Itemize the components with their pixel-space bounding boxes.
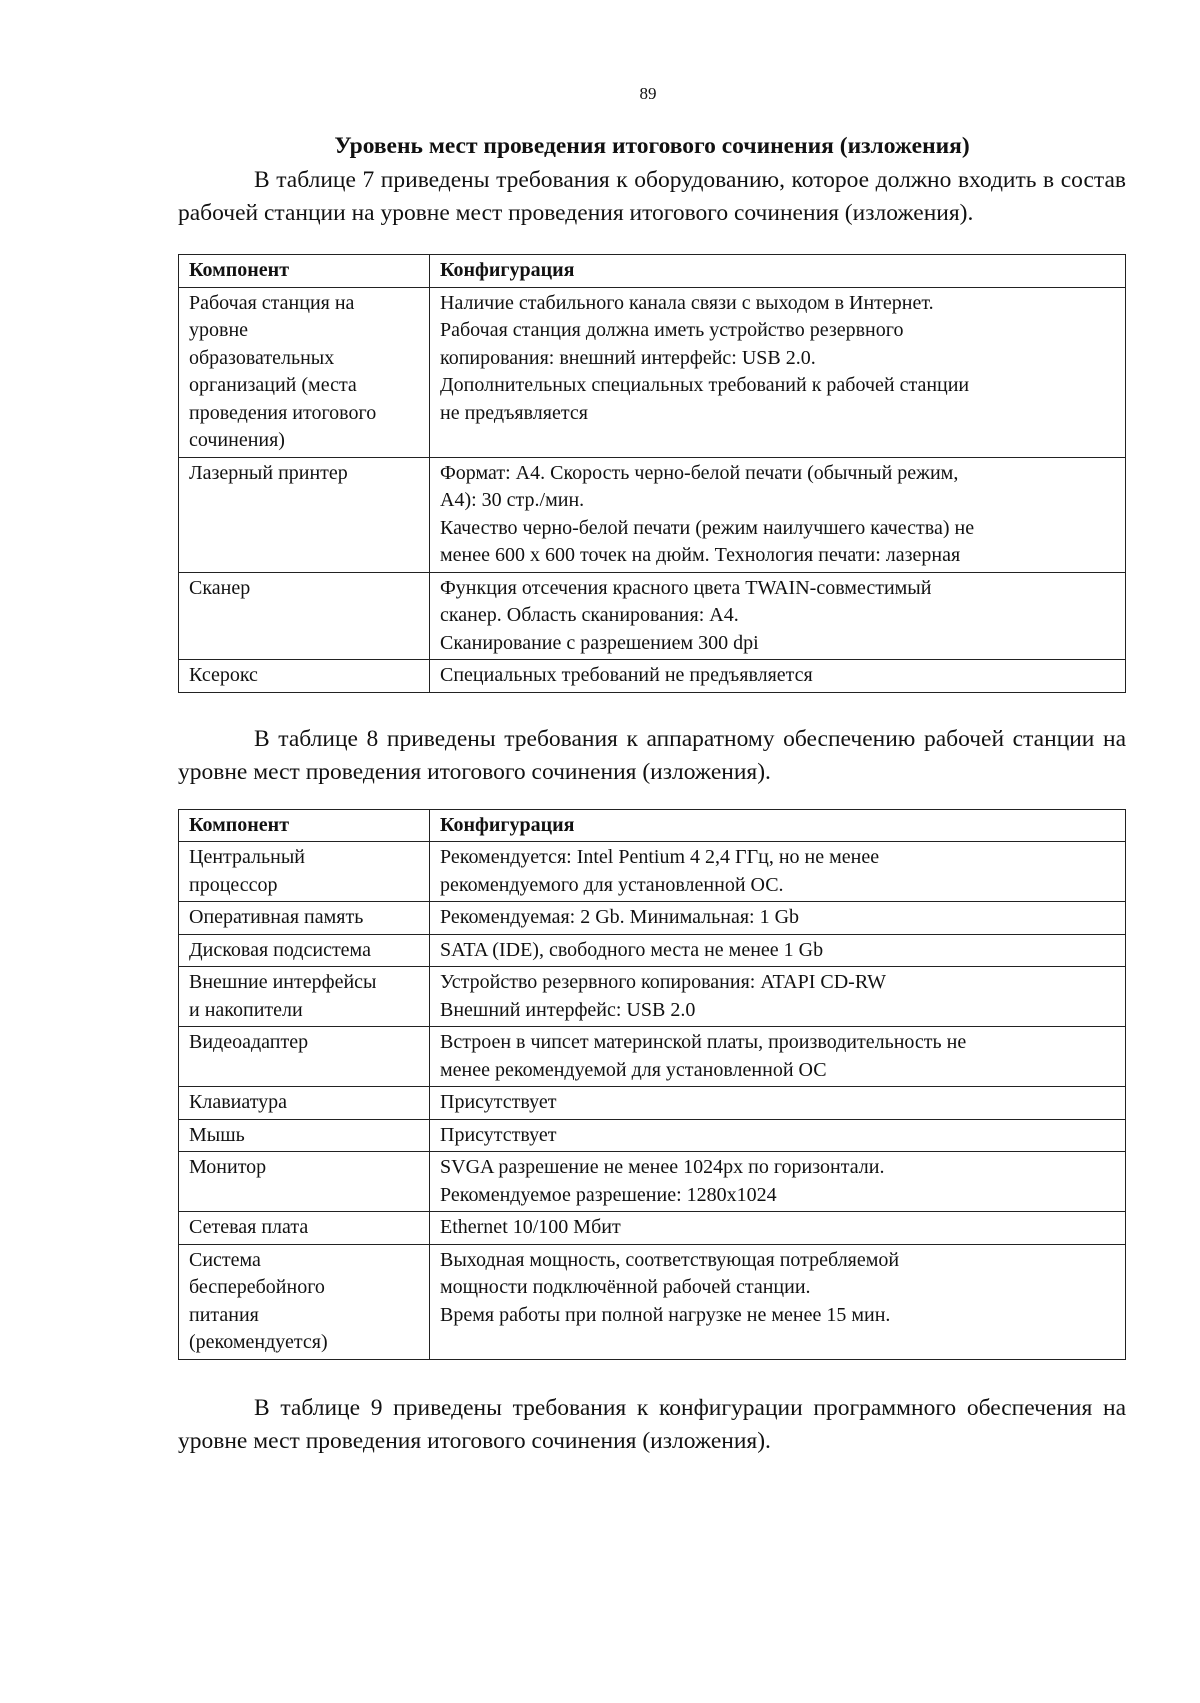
cell-component <box>179 1212 430 1245</box>
cell-line: Внешние интерфейсы <box>189 971 377 993</box>
table-row <box>179 934 1126 967</box>
cell-line: (рекомендуется) <box>189 1331 328 1353</box>
cell-configuration <box>430 1244 1126 1359</box>
cell-component <box>179 457 430 572</box>
cell-configuration <box>430 934 1126 967</box>
table-8 <box>178 809 1126 1360</box>
cell-configuration <box>430 660 1126 693</box>
cell-configuration <box>430 572 1126 660</box>
page-content <box>178 130 1126 1458</box>
cell-configuration <box>430 1212 1126 1245</box>
paragraph-table7-intro: В таблице 7 приведены требования к оборудованию, которое должно входить в состав рабочей станции на уровне мест проведения итогового сочинения (изложения). <box>178 167 1126 226</box>
cell-line: Система <box>189 1248 261 1271</box>
cell-line: А4): 30 стр./мин. <box>440 489 585 511</box>
cell-line: Лазерный принтер <box>189 461 348 484</box>
cell-line: организаций (места <box>189 374 357 396</box>
cell-configuration <box>430 1152 1126 1212</box>
cell-configuration <box>430 902 1126 935</box>
cell-configuration <box>430 842 1126 902</box>
cell-line: Мышь <box>189 1123 245 1146</box>
table-header-configuration: Конфигурация <box>430 255 1126 288</box>
table-row <box>179 1244 1126 1359</box>
cell-component <box>179 934 430 967</box>
cell-line: процессор <box>189 873 278 896</box>
cell-line: Рабочая станция должна иметь устройство резервного <box>440 319 904 341</box>
cell-line: Оперативная память <box>189 906 364 928</box>
cell-line: Качество черно-белой печати (режим наилучшего качества) не <box>440 516 975 539</box>
table-row <box>179 967 1126 1027</box>
table-header-row <box>179 255 1126 288</box>
cell-configuration <box>430 457 1126 572</box>
cell-component <box>179 1087 430 1120</box>
cell-configuration <box>430 967 1126 1027</box>
cell-line: питания <box>189 1303 259 1326</box>
cell-line: Специальных требований не предъявляется <box>440 664 813 686</box>
cell-line: Рекомендуется: Intel Pentium 4 2,4 ГГц, но не менее <box>440 846 880 868</box>
table-header-component: Компонент <box>179 255 430 288</box>
cell-line: Ксерокс <box>189 664 258 686</box>
cell-line: SVGA разрешение не менее 1024px по горизонтали. <box>440 1156 885 1178</box>
cell-line: и накопители <box>189 998 303 1021</box>
table-row <box>179 660 1126 693</box>
cell-line: Устройство резервного копирования: ATAPI CD-RW <box>440 971 886 993</box>
table-8-body <box>179 842 1126 1360</box>
cell-line: бесперебойного <box>189 1276 325 1298</box>
cell-configuration <box>430 287 1126 457</box>
cell-line: Выходная мощность, соответствующая потребляемой <box>440 1248 900 1271</box>
cell-line: Присутствует <box>440 1123 557 1146</box>
cell-line: Ethernet 10/100 Мбит <box>440 1216 621 1238</box>
cell-line: менее рекомендуемой для установленной ОС <box>440 1058 827 1081</box>
cell-line: Дополнительных специальных требований к рабочей станции <box>440 374 970 396</box>
cell-line: Дисковая подсистема <box>189 938 371 961</box>
cell-line: образовательных <box>189 346 335 369</box>
cell-line: SATA (IDE), свободного места не менее 1 Gb <box>440 938 824 961</box>
cell-line: Формат: А4. Скорость черно-белой печати (обычный режим, <box>440 461 959 484</box>
table-row <box>179 572 1126 660</box>
cell-configuration <box>430 1027 1126 1087</box>
cell-component <box>179 1152 430 1212</box>
table-header-row <box>179 809 1126 842</box>
cell-line: рекомендуемого для установленной ОС. <box>440 873 784 896</box>
cell-line: уровне <box>189 319 249 341</box>
table-row <box>179 902 1126 935</box>
cell-line: Клавиатура <box>189 1091 288 1113</box>
cell-line: Сканирование с разрешением 300 dpi <box>440 631 759 654</box>
cell-line: менее 600 x 600 точек на дюйм. Технология печати: лазерная <box>440 544 961 566</box>
cell-line: сканер. Область сканирования: А4. <box>440 604 739 626</box>
cell-line: Рекомендуемая: 2 Gb. Минимальная: 1 Gb <box>440 906 800 928</box>
page-number: 89 <box>639 84 657 103</box>
table-row <box>179 842 1126 902</box>
table-row <box>179 1152 1126 1212</box>
cell-component <box>179 1244 430 1359</box>
table-row <box>179 457 1126 572</box>
cell-line: Время работы при полной нагрузке не менее 15 мин. <box>440 1303 891 1326</box>
cell-line: Центральный <box>189 846 306 868</box>
cell-component <box>179 1027 430 1087</box>
table-row <box>179 1027 1126 1087</box>
table-7 <box>178 254 1126 693</box>
cell-line: сочинения) <box>189 429 285 451</box>
table-row <box>179 287 1126 457</box>
cell-configuration <box>430 1087 1126 1120</box>
cell-component <box>179 287 430 457</box>
cell-line: мощности подключённой рабочей станции. <box>440 1276 811 1298</box>
table-header-component: Компонент <box>179 809 430 842</box>
cell-line: не предъявляется <box>440 401 588 424</box>
cell-component <box>179 572 430 660</box>
cell-line: Наличие стабильного канала связи с выходом в Интернет. <box>440 291 934 314</box>
cell-line: Функция отсечения красного цвета TWAIN-совместимый <box>440 576 932 599</box>
cell-line: Видеоадаптер <box>189 1031 309 1053</box>
cell-line: Сканер <box>189 576 251 599</box>
cell-component <box>179 967 430 1027</box>
table-row <box>179 1212 1126 1245</box>
cell-line: Сетевая плата <box>189 1216 309 1238</box>
cell-line: Монитор <box>189 1156 267 1178</box>
table-row <box>179 1119 1126 1152</box>
cell-line: проведения итогового <box>189 401 377 424</box>
paragraph-table9-intro: В таблице 9 приведены требования к конфигурации программного обеспечения на уровне мест проведения итогового сочинения (изложения). <box>178 1394 1126 1454</box>
table-header-configuration: Конфигурация <box>430 809 1126 842</box>
cell-line: Рабочая станция на <box>189 291 355 314</box>
section-heading: Уровень мест проведения итогового сочинения (изложения) <box>334 133 970 159</box>
cell-component <box>179 1119 430 1152</box>
cell-configuration <box>430 1119 1126 1152</box>
cell-component <box>179 660 430 693</box>
cell-line: Присутствует <box>440 1091 557 1113</box>
table-7-body <box>179 287 1126 692</box>
cell-line: Рекомендуемое разрешение: 1280x1024 <box>440 1183 777 1206</box>
table-row <box>179 1087 1126 1120</box>
cell-line: Внешний интерфейс: USB 2.0 <box>440 998 696 1021</box>
cell-line: копирования: внешний интерфейс: USB 2.0. <box>440 346 816 369</box>
cell-component <box>179 842 430 902</box>
paragraph-table8-intro: В таблице 8 приведены требования к аппаратному обеспечению рабочей станции на уровне мест проведения итогового сочинения (изложения). <box>178 725 1126 785</box>
cell-component <box>179 902 430 935</box>
cell-line: Встроен в чипсет материнской платы, производительность не <box>440 1031 967 1053</box>
